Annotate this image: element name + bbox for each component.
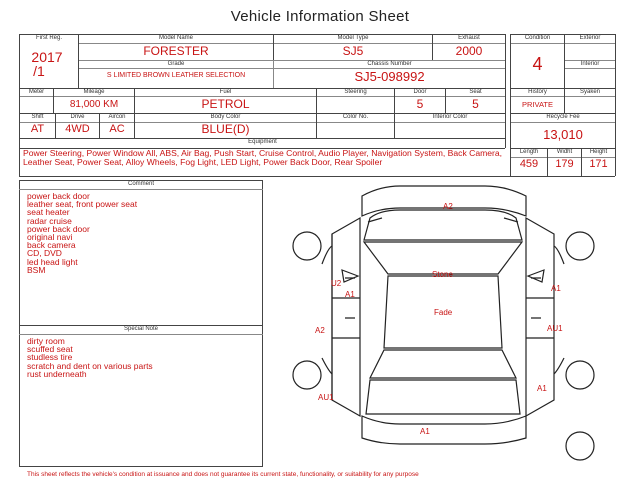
recycle-fee-label: Recycle Fee (546, 114, 580, 120)
rear-right-wheel-circle (566, 361, 594, 389)
exhaust-value: 2000 (455, 44, 483, 58)
damage-left-pillar: U2 (331, 279, 342, 288)
car-damage-diagram (270, 178, 630, 468)
front-left-wheel-circle (293, 232, 321, 260)
width-label: Widht (556, 149, 573, 155)
damage-right-door: AU1 (547, 324, 563, 333)
aircon-value: AC (109, 123, 125, 135)
first-reg-month: /1 (33, 63, 45, 79)
history-value: PRIVATE (522, 100, 553, 109)
door-value: 5 (416, 97, 424, 111)
comment-item: back camera (27, 240, 76, 251)
length-label: Length (519, 149, 539, 155)
comment-item: power back door (27, 223, 90, 234)
drive-value: 4WD (65, 123, 90, 135)
width-value: 179 (555, 158, 574, 170)
comment-list (27, 192, 257, 274)
equipment-label: Equipment (248, 139, 277, 145)
comment-item: leather seat, front power seat (27, 199, 138, 210)
exhaust-label: Exhaust (458, 35, 480, 41)
model-type-label: Model Type (337, 35, 369, 41)
special-note-list (27, 337, 257, 378)
condition-label: Condition (524, 35, 551, 41)
aircon-label: Aircon (108, 114, 126, 120)
disclaimer-text: This sheet reflects the vehicle's condition at issuance and does not guarantee its current state, functionality, or suitability for any purpose (27, 471, 419, 478)
comment-item: led head light (27, 256, 78, 267)
height-label: Height (589, 149, 608, 155)
fuel-value: PETROL (201, 97, 250, 111)
interior-color-label: Interior Color (432, 114, 468, 120)
sheet-title: Vehicle Information Sheet (230, 8, 410, 25)
special-note-item: studless tire (27, 352, 73, 363)
body-color-label: Body Color (210, 114, 241, 120)
color-no-label: Color No. (342, 114, 369, 120)
grade-label: Grade (167, 61, 185, 67)
comment-item: power back door (27, 191, 90, 201)
seat-value: 5 (472, 97, 479, 111)
mileage-label: Mileage (83, 89, 105, 95)
damage-left-door: A2 (315, 326, 325, 335)
seat-label: Seat (469, 89, 482, 95)
spare-wheel-circle (566, 432, 594, 460)
meter-label: Meter (28, 89, 45, 95)
mileage-value: 81,000 KM (69, 99, 119, 110)
rear-left-wheel-circle (293, 361, 321, 389)
fuel-label: Fuel (219, 89, 232, 95)
height-value: 171 (589, 158, 608, 170)
model-name-label: Model Name (158, 35, 193, 41)
exterior-label: Exterior (579, 35, 601, 41)
comment-item: BSM (27, 264, 46, 275)
model-name-value: FORESTER (143, 44, 209, 58)
shift-value: AT (30, 123, 45, 135)
comment-item: seat heater (27, 207, 70, 218)
chassis-number-label: Chassis Number (367, 61, 412, 67)
first-reg-label: First Reg. (35, 35, 62, 41)
damage-right-front-fender: A1 (551, 284, 561, 293)
interior-label: Interior (580, 61, 600, 67)
steering-label: Steering (344, 89, 367, 95)
damage-roof: Fade (434, 308, 453, 317)
damage-front-bumper: A2 (443, 202, 453, 211)
grade-value: S LIMITED BROWN LEATHER SELECTION (106, 72, 246, 79)
special-note-label: Special Note (123, 326, 159, 332)
damage-right-rear: A1 (537, 384, 547, 393)
comment-item: CD, DVD (27, 248, 62, 259)
comment-label: Comment (127, 181, 154, 187)
comment-item: radar cruise (27, 215, 72, 226)
equipment-text: Power Steering, Power Window All, ABS, Air Bag, Push Start, Cruise Control, Audio Player, Navigation System, Back Camera, Leather Seat, Power Seat, Alloy Wheels, Fog Light, LED Light, Power Back Door, Rear Spoiler (23, 149, 503, 167)
special-note-item: dirty room (27, 336, 65, 346)
damage-rear-bumper: A1 (420, 427, 430, 436)
shift-label: Shift (31, 114, 44, 120)
length-value: 459 (519, 158, 539, 170)
comment-item: original navi (27, 232, 73, 243)
model-type-value: SJ5 (342, 44, 364, 58)
history-label: History (528, 89, 547, 95)
damage-left-rear: AU1 (318, 393, 334, 402)
front-right-wheel-circle (566, 232, 594, 260)
drive-label: Drive (70, 114, 85, 120)
syaken-label: Syaken (579, 89, 600, 95)
damage-windshield: Stone (432, 270, 453, 279)
door-label: Door (413, 89, 427, 95)
condition-value: 4 (532, 54, 543, 74)
recycle-fee-value: 13,010 (543, 127, 583, 142)
special-note-item: rust underneath (27, 368, 87, 379)
chassis-number-value: SJ5-098992 (354, 69, 425, 84)
special-note-item: scratch and dent on various parts (27, 360, 153, 371)
body-color-value: BLUE(D) (201, 122, 250, 136)
first-reg-year: 2017 (31, 49, 63, 65)
special-note-item: scuffed seat (27, 344, 73, 355)
damage-left-front-fender: A1 (345, 290, 355, 299)
